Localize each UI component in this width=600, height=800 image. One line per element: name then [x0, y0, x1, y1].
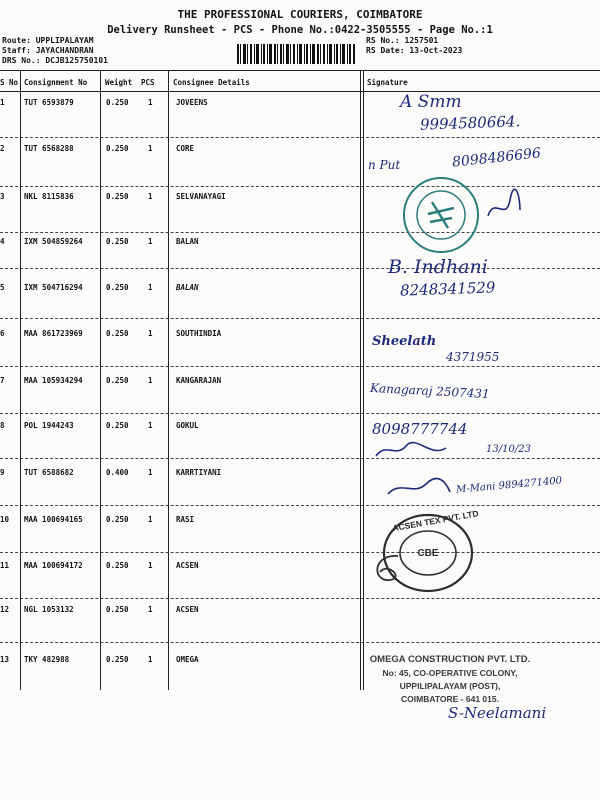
table-top-border: [0, 70, 600, 71]
cell-pcs: 1: [148, 329, 153, 338]
cell-consignment: MAA 100694165: [24, 515, 83, 524]
row-separator: [0, 642, 600, 643]
col-header-weight: Weight: [105, 78, 133, 87]
cell-consignee: GOKUL: [176, 421, 199, 430]
cell-consignment: NGL 1053132: [24, 605, 74, 614]
signature-handwriting: B. Indhani: [388, 256, 488, 278]
cell-sno: 11: [0, 561, 10, 570]
cell-sno: 8: [0, 421, 5, 430]
cell-pcs: 1: [148, 192, 153, 201]
runsheet-meta-left: [2, 36, 108, 66]
cell-consignment: TUT 6568288: [24, 144, 74, 153]
row-separator: [0, 268, 600, 269]
cell-consignment: TUT 6593879: [24, 98, 74, 107]
stamp-line: COIMBATORE - 641 015.: [401, 694, 499, 704]
cell-pcs: 1: [148, 605, 153, 614]
cell-pcs: 1: [148, 468, 153, 477]
signature-scribble-icon: [384, 474, 454, 498]
signature-handwriting: A Smm: [400, 92, 462, 112]
cell-consignee: ACSEN: [176, 561, 199, 570]
table-header-border: [0, 91, 600, 92]
signature-number: 4371955: [446, 350, 500, 364]
signature-handwriting: S-Neelamani: [448, 704, 547, 722]
cell-consignee: ACSEN: [176, 605, 199, 614]
cell-sno: 4: [0, 237, 5, 246]
signature-phone: 9994580664.: [419, 112, 521, 134]
cell-consignment: MAA 100694172: [24, 561, 83, 570]
row-separator: [0, 137, 600, 138]
signature-phone: 8248341529: [399, 278, 496, 300]
row-separator: [0, 505, 600, 506]
cell-pcs: 1: [148, 237, 153, 246]
cell-consignment: MAA 861723969: [24, 329, 83, 338]
cell-consignee: RASI: [176, 515, 195, 524]
column-divider: [360, 70, 361, 690]
cell-weight: 0.400: [106, 468, 129, 477]
cell-consignment: MAA 105934294: [24, 376, 83, 385]
cell-sno: 5: [0, 283, 5, 292]
stamp-line: OMEGA CONSTRUCTION PVT. LTD.: [369, 654, 531, 665]
round-stamp-icon: [400, 174, 482, 256]
signature-mark: n Put: [368, 158, 401, 172]
row-separator: [0, 413, 600, 414]
signature-phone: 8098777744: [372, 420, 468, 438]
cell-consignee: KANGARAJAN: [176, 376, 222, 385]
cell-weight: 0.250: [106, 605, 129, 614]
cell-consignee: CORE: [176, 144, 195, 153]
cell-consignee: OMEGA: [176, 655, 199, 664]
cell-sno: 2: [0, 144, 5, 153]
col-header-sno: S No: [0, 78, 19, 87]
cell-consignment: POL 1944243: [24, 421, 74, 430]
signature-handwriting: Kanagaraj 2507431: [369, 380, 491, 402]
cell-weight: 0.250: [106, 329, 129, 338]
cell-weight: 0.250: [106, 283, 129, 292]
column-divider: [363, 70, 364, 690]
row-separator: [0, 318, 600, 319]
cell-pcs: 1: [148, 421, 153, 430]
document-subtitle: Delivery Runsheet - PCS - Phone No.:0422-3505555 - Page No.:1: [107, 24, 493, 36]
cell-consignment: NKL 8115836: [24, 192, 74, 201]
signature-scribble-icon: [484, 186, 524, 226]
signature-handwriting: M-Mani 9894271400: [455, 475, 563, 496]
rs-number: RS No.: 1257501: [366, 36, 439, 45]
cell-sno: 10: [0, 515, 10, 524]
signature-scribble-icon: [372, 438, 452, 462]
signature-phone: 8098486696: [451, 145, 542, 171]
barcode-icon: [237, 44, 355, 64]
col-header-pcs: PCS: [141, 78, 155, 87]
stamp-line: UPPILIPALAYAM (POST),: [399, 681, 501, 691]
column-divider: [168, 70, 169, 690]
cell-sno: 13: [0, 655, 10, 664]
cell-consignment: TUT 6588682: [24, 468, 74, 477]
row-separator: [0, 458, 600, 459]
cell-weight: 0.250: [106, 515, 129, 524]
cell-sno: 3: [0, 192, 5, 201]
cell-pcs: 1: [148, 144, 153, 153]
signature-handwriting: Sheelath: [372, 334, 437, 349]
row-separator: [0, 232, 600, 233]
cell-weight: 0.250: [106, 561, 129, 570]
cell-consignee: JOVEENS: [176, 98, 208, 107]
cell-consignee: KARRTIYANI: [176, 468, 222, 477]
runsheet-meta-right: [366, 36, 462, 56]
cell-pcs: 1: [148, 283, 153, 292]
cell-sno: 7: [0, 376, 5, 385]
cell-consignee: SOUTHINDIA: [176, 329, 222, 338]
cell-pcs: 1: [148, 515, 153, 524]
cell-weight: 0.250: [106, 655, 129, 664]
cell-weight: 0.250: [106, 98, 129, 107]
route-text: Route: UPPLIPALAYAM: [2, 36, 94, 45]
cell-weight: 0.250: [106, 192, 129, 201]
col-header-consignment: Consignment No: [24, 78, 88, 87]
drs-text: DRS No.: DCJB125750101: [2, 56, 108, 65]
column-divider: [100, 70, 101, 690]
col-header-consignee: Consignee Details: [173, 78, 250, 87]
column-divider: [20, 70, 21, 690]
cell-pcs: 1: [148, 655, 153, 664]
cell-weight: 0.250: [106, 376, 129, 385]
cell-pcs: 1: [148, 376, 153, 385]
document-title: THE PROFESSIONAL COURIERS, COIMBATORE: [177, 8, 423, 21]
cell-weight: 0.250: [106, 237, 129, 246]
cell-consignee: BALAN: [176, 283, 199, 292]
staff-text: Staff: JAYACHANDRAN: [2, 46, 94, 55]
row-separator: [0, 598, 600, 599]
rs-date: RS Date: 13-Oct-2023: [366, 46, 463, 55]
cell-pcs: 1: [148, 98, 153, 107]
signature-scribble-icon: [368, 548, 408, 588]
col-header-signature: Signature: [367, 78, 408, 87]
cell-consignee: BALAN: [176, 237, 199, 246]
cell-weight: 0.250: [106, 144, 129, 153]
row-separator: [0, 366, 600, 367]
cell-weight: 0.250: [106, 421, 129, 430]
signature-date: 13/10/23: [486, 444, 531, 455]
cell-sno: 1: [0, 98, 5, 107]
cell-consignment: IXM 504716294: [24, 283, 83, 292]
cell-consignee: SELVANAYAGI: [176, 192, 226, 201]
stamp-company-name: ACSEN TEX PVT. LTD: [391, 508, 480, 534]
cell-pcs: 1: [148, 561, 153, 570]
cell-sno: 6: [0, 329, 5, 338]
stamp-company-city: CBE: [417, 548, 439, 559]
row-separator: [0, 552, 600, 553]
cell-sno: 12: [0, 605, 10, 614]
cell-consignment: IXM 504859264: [24, 237, 83, 246]
cell-sno: 9: [0, 468, 5, 477]
stamp-line: No: 45, CO-OPERATIVE COLONY,: [382, 668, 518, 678]
cell-consignment: TKY 482988: [24, 655, 70, 664]
